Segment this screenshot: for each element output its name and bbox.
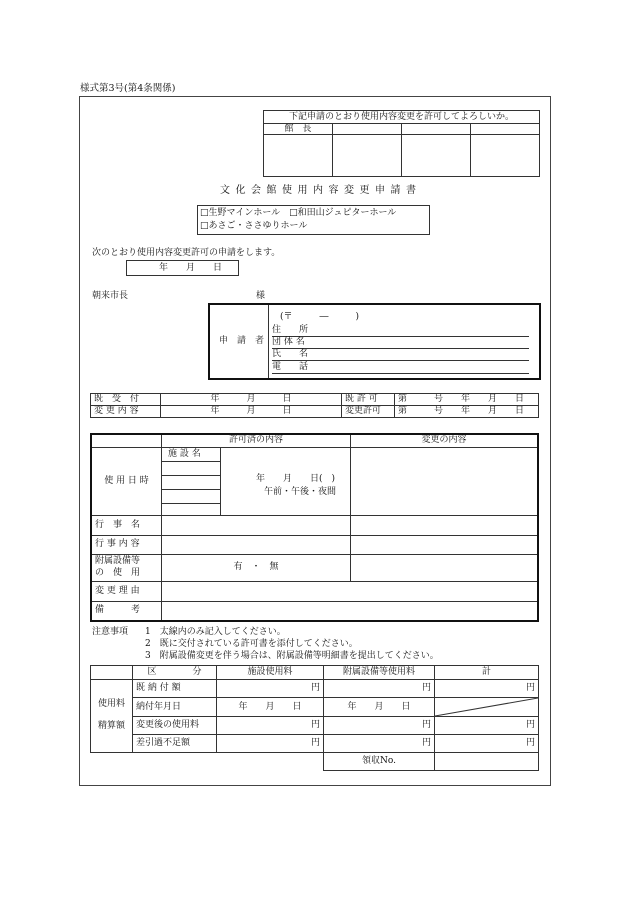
change-permit-number[interactable]: 第 号 年 月 日 bbox=[395, 406, 539, 418]
event-content-label: 行 事 内 容 bbox=[91, 535, 162, 554]
total-header: 計 bbox=[435, 666, 539, 680]
subcell-line bbox=[162, 475, 220, 476]
change-reason-label: 変 更 理 由 bbox=[91, 581, 162, 601]
settlement-label: 精算額 bbox=[97, 721, 125, 731]
intro-text: 次のとおり使用内容変更許可の申請をします。 bbox=[92, 248, 281, 258]
name-field[interactable] bbox=[272, 360, 529, 361]
group-field[interactable] bbox=[272, 348, 529, 349]
paid-amount-label: 既 納 付 額 bbox=[133, 680, 217, 698]
date-box[interactable] bbox=[126, 260, 239, 276]
facility-subcells bbox=[162, 448, 221, 516]
approval-seal-cell[interactable] bbox=[471, 135, 540, 177]
note-item-3: 3 附属設備変更を伴う場合は、附属設備等明細書を提出してください。 bbox=[145, 651, 439, 661]
equipment-yes-no[interactable]: 有 ・ 無 bbox=[162, 554, 351, 581]
fee-after-change-label: 変更後の使用料 bbox=[133, 717, 217, 735]
change-date[interactable]: 年 月 日 bbox=[161, 406, 342, 418]
form-label: 様式第3号(第4条関係) bbox=[80, 83, 176, 94]
address-field[interactable] bbox=[272, 336, 529, 337]
approval-seal-cell[interactable] bbox=[402, 135, 471, 177]
mayor-label: 朝来市長 bbox=[92, 291, 129, 301]
postal-code[interactable]: (〒 ― ) bbox=[280, 312, 360, 322]
page-title: 文化会館使用内容変更申請書 bbox=[220, 185, 422, 196]
usage-fee-label: 使用料 bbox=[97, 699, 125, 710]
equipment-fee-header: 附属設備等使用料 bbox=[324, 666, 435, 680]
corner-cell bbox=[91, 434, 162, 447]
permitted-label: 既 許 可 bbox=[342, 394, 395, 406]
approval-note: 下記申請のとおり使用内容変更を許可してよろしいか。 bbox=[264, 111, 540, 124]
time-slots[interactable]: 午前・午後・夜間 bbox=[264, 486, 337, 497]
director-label: 館 長 bbox=[264, 124, 333, 135]
receipt-no-label: 領収No. bbox=[324, 753, 435, 771]
phone-label: 電 話 bbox=[272, 362, 309, 372]
paid-total[interactable]: 円 bbox=[435, 680, 539, 698]
facility-fee-header: 施設使用料 bbox=[217, 666, 324, 680]
subcell-line bbox=[162, 461, 220, 462]
approval-seal-cell[interactable] bbox=[333, 124, 402, 135]
change-permit-label: 変更許可 bbox=[342, 406, 395, 418]
date-blank: 年 月 日 bbox=[159, 263, 223, 273]
equipment-label-line-2: の 使 用 bbox=[95, 567, 141, 578]
received-date[interactable]: 年 月 日 bbox=[161, 394, 342, 406]
note-item-2: 2 既に交付されている許可書を添付してください。 bbox=[145, 639, 358, 649]
applicant-divider bbox=[268, 305, 269, 378]
notes-heading: 注意事項 bbox=[92, 627, 129, 637]
equipment-label bbox=[91, 554, 162, 581]
diff-facility-fee[interactable]: 円 bbox=[217, 735, 324, 753]
approval-seal-cell[interactable] bbox=[471, 124, 540, 135]
after-total[interactable]: 円 bbox=[435, 717, 539, 735]
note-item-1: 1 太線内のみ記入してください。 bbox=[145, 627, 286, 637]
permitted-content-header: 許可済の内容 bbox=[162, 434, 351, 447]
event-name-change[interactable] bbox=[351, 515, 539, 535]
change-reason-field[interactable] bbox=[162, 581, 539, 601]
fee-blank bbox=[91, 753, 324, 771]
diff-equipment-fee[interactable]: 円 bbox=[324, 735, 435, 753]
event-content-permitted[interactable] bbox=[162, 535, 351, 554]
director-seal-cell[interactable] bbox=[264, 135, 333, 177]
receipt-no-field[interactable] bbox=[435, 753, 539, 771]
facility-name-label: 施 設 名 bbox=[168, 448, 201, 459]
difference-label: 差引過不足額 bbox=[133, 735, 217, 753]
venue-line-2[interactable]: □あさご・ささゆりホール bbox=[200, 221, 308, 231]
after-equipment-fee[interactable]: 円 bbox=[324, 717, 435, 735]
approval-table bbox=[263, 110, 540, 177]
payment-date-equipment[interactable]: 年 月 日 bbox=[324, 698, 435, 717]
venue-box bbox=[197, 205, 430, 235]
permitted-number[interactable]: 第 号 年 月 日 bbox=[395, 394, 539, 406]
change-content-label: 変 更 内 容 bbox=[91, 406, 161, 418]
after-facility-fee[interactable]: 円 bbox=[217, 717, 324, 735]
change-content-header: 変更の内容 bbox=[351, 434, 539, 447]
usage-datetime-label: 使 用 日 時 bbox=[91, 447, 162, 515]
subcell-line bbox=[162, 503, 220, 504]
kubun-header: 区 分 bbox=[133, 666, 217, 680]
remarks-label: 備 考 bbox=[91, 601, 162, 621]
address-label: 住 所 bbox=[272, 325, 309, 335]
equipment-change[interactable] bbox=[351, 554, 539, 581]
change-datetime-cell[interactable] bbox=[351, 447, 539, 515]
paid-facility-fee[interactable]: 円 bbox=[217, 680, 324, 698]
applicant-label: 申 請 者 bbox=[219, 336, 265, 346]
paid-equipment-fee[interactable]: 円 bbox=[324, 680, 435, 698]
sama-label: 様 bbox=[256, 291, 266, 301]
payment-date-label: 納付年月日 bbox=[133, 698, 217, 717]
phone-field[interactable] bbox=[272, 373, 529, 374]
fee-corner bbox=[91, 666, 133, 680]
equipment-label-line-1: 附属設備等 bbox=[95, 555, 141, 566]
remarks-field[interactable] bbox=[162, 601, 539, 621]
received-label: 既 受 付 bbox=[91, 394, 161, 406]
diff-total[interactable]: 円 bbox=[435, 735, 539, 753]
name-label: 氏 名 bbox=[272, 349, 309, 359]
permitted-datetime-cell bbox=[162, 447, 351, 515]
approval-seal-cell[interactable] bbox=[402, 124, 471, 135]
date-dow[interactable]: 年 月 日( ) bbox=[256, 473, 336, 484]
fee-row-label bbox=[91, 680, 133, 753]
approval-seal-cell[interactable] bbox=[333, 135, 402, 177]
fee-table bbox=[90, 665, 539, 771]
main-table bbox=[90, 433, 539, 622]
group-label: 団 体 名 bbox=[272, 337, 305, 347]
applicant-box bbox=[208, 303, 541, 380]
receipt-table bbox=[90, 393, 539, 418]
diagonal-line bbox=[435, 698, 538, 716]
payment-date-facility[interactable]: 年 月 日 bbox=[217, 698, 324, 717]
event-name-permitted[interactable] bbox=[162, 515, 351, 535]
event-content-change[interactable] bbox=[351, 535, 539, 554]
subcell-line bbox=[162, 489, 220, 490]
venue-line-1[interactable]: □生野マインホール □和田山ジュピターホール bbox=[200, 208, 397, 218]
payment-date-total-crossed bbox=[435, 698, 539, 717]
event-name-label: 行 事 名 bbox=[91, 515, 162, 535]
